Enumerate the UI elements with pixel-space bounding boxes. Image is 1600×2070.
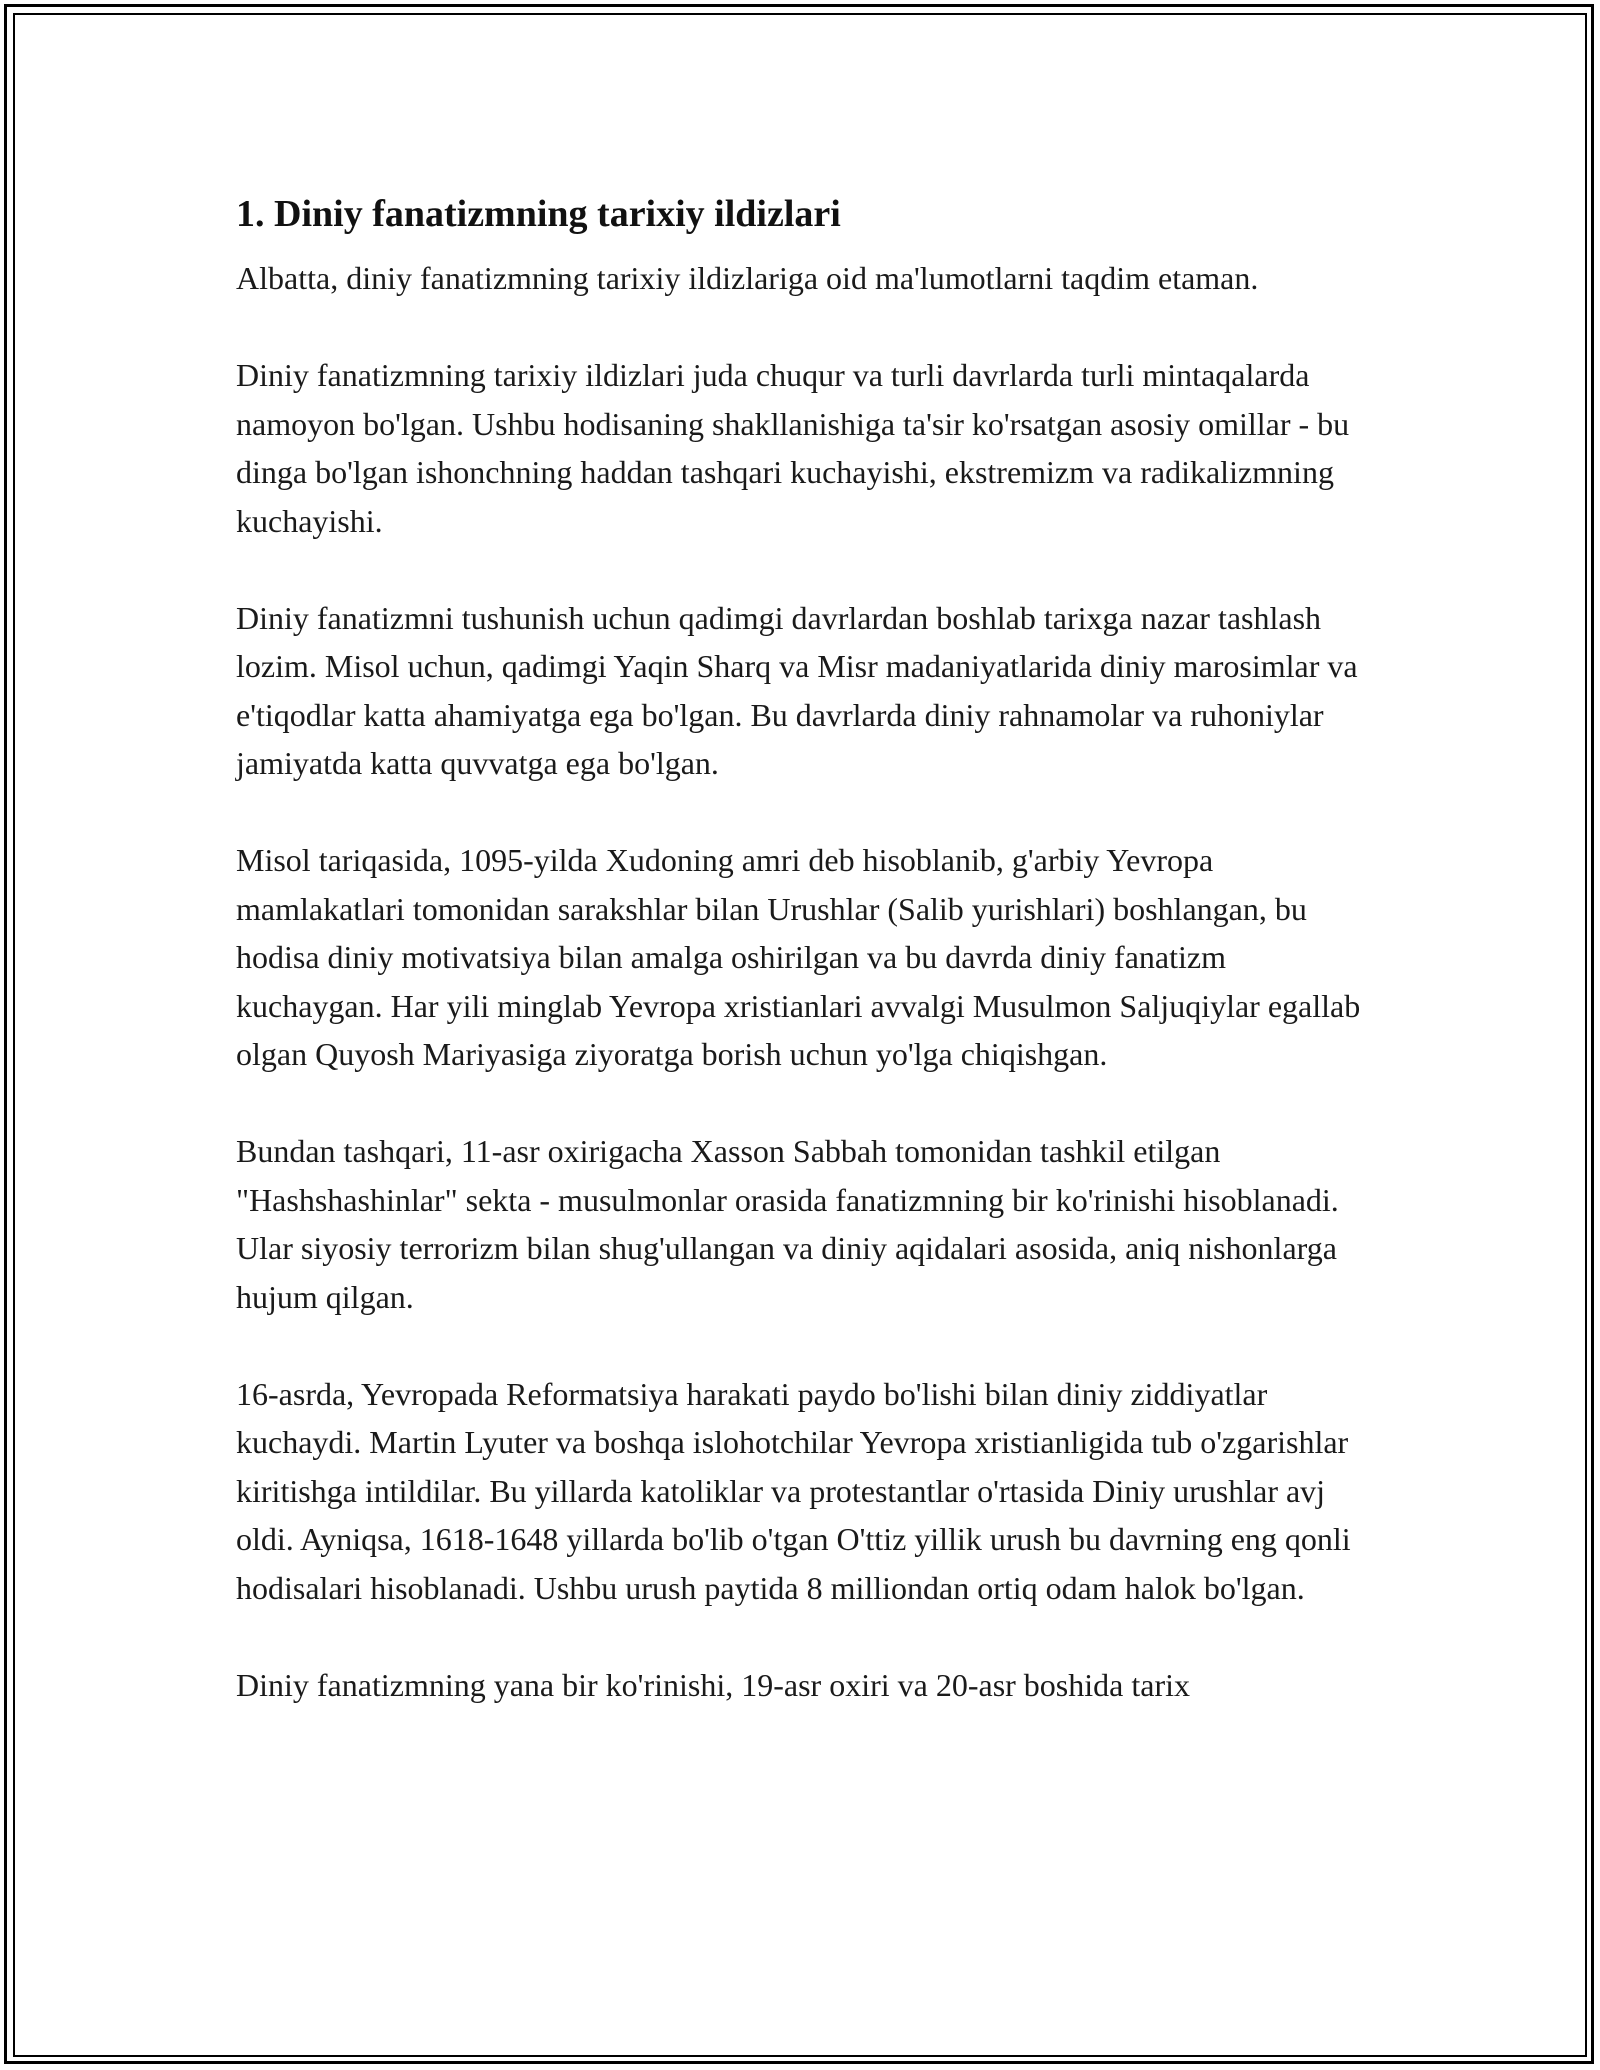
- paragraph-19th-century: Diniy fanatizmning yana bir ko'rinishi, 19-asr oxiri va 20-asr boshida tarix: [236, 1666, 1190, 1703]
- paragraph-ancient: Diniy fanatizmni tushunish uchun qadimgi davrlardan boshlab tarixga nazar tashlash lozim. Misol uchun, qadimgi Yaqin Sharq va Misr madaniyatlarida diniy marosimlar va e'tiqodlar katta ahamiyatga ega bo'lgan. Bu davrlarda diniy rahnamolar va ruhoniylar jamiyatda katta quvvatga ega bo'lgan.: [236, 599, 1358, 781]
- paragraph-intro: Albatta, diniy fanatizmning tarixiy ildizlariga oid ma'lumotlarni taqdim etaman.: [236, 260, 1259, 296]
- paragraph-reformation: 16-asrda, Yevropada Reformatsiya harakati paydo bo'lishi bilan diniy ziddiyatlar kuchaydi. Martin Lyuter va boshqa islohotchilar Yevropa xristianligida tub o'zgarishlar kiritishga intildilar. Bu yillarda katoliklar va protestantlar o'rtasida Diniy urushlar avj oldi. Ayniqsa, 1618-1648 yillarda bo'lib o'tgan O'ttiz yillik urush bu davrning eng qonli hodisalari hisoblanadi. Ushbu urush paytida 8 milliondan ortiq odam halok bo'lgan.: [236, 1375, 1351, 1606]
- document-body: [236, 188, 1376, 1758]
- paragraph-roots: Diniy fanatizmning tarixiy ildizlari juda chuqur va turli davrlarda turli mintaqalarda namoyon bo'lgan. Ushbu hodisaning shakllanishiga ta'sir ko'rsatgan asosiy omillar - bu dinga bo'lgan ishonchning haddan tashqari kuchayishi, ekstremizm va radikalizmning kuchayishi.: [236, 357, 1350, 539]
- document-title: 1. Diniy fanatizmning tarixiy ildizlari: [236, 193, 841, 235]
- paragraph-hashshashins: Bundan tashqari, 11-asr oxirigacha Xasson Sabbah tomonidan tashkil etilgan "Hashshashinlar" sekta - musulmonlar orasida fanatizmning bir ko'rinishi hisoblanadi. Ular siyosiy terrorizm bilan shug'ullangan va diniy aqidalari asosida, aniq nishonlarga hujum qilgan.: [236, 1133, 1339, 1315]
- paragraph-crusades: Misol tariqasida, 1095-yilda Xudoning amri deb hisoblanib, g'arbiy Yevropa mamlakatlari tomonidan sarakshlar bilan Urushlar (Salib yurishlari) boshlangan, bu hodisa diniy motivatsiya bilan amalga oshirilgan va bu davrda diniy fanatizm kuchaygan. Har yili minglab Yevropa xristianlari avvalgi Musulmon Saljuqiylar egallab olgan Quyosh Mariyasiga ziyoratga borish uchun yo'lga chiqishgan.: [236, 842, 1361, 1072]
